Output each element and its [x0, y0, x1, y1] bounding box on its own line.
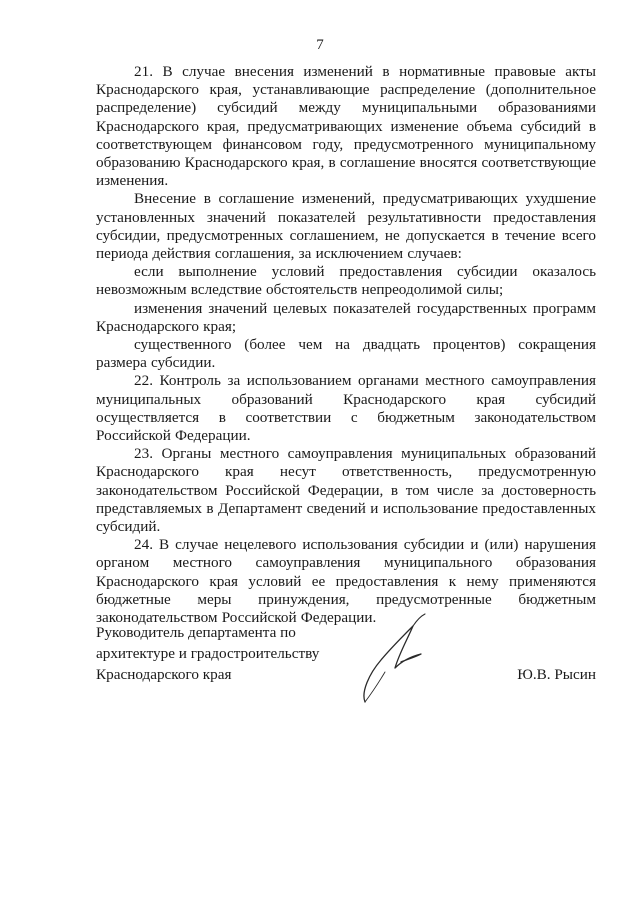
paragraph-23: 23. Органы местного самоуправления муниципальных образований Краснодарского края несут ответственность, предусмотренную законодательством Российской Федерации, в том числе за достоверность представляемых в Департамент сведений и использование предоставленных субсидий.: [96, 445, 596, 536]
exception-program-targets: изменения значений целевых показателей государственных программ Краснодарского края;: [96, 299, 596, 335]
signer-title-line: Руководитель департамента по: [96, 624, 296, 641]
signer-title-line: архитектуре и градостроительству: [96, 645, 320, 662]
page-number: 7: [316, 37, 324, 53]
paragraph-21: 21. В случае внесения изменений в нормативные правовые акты Краснодарского края, устанавливающие распределение (дополнительное распределение) субсидий между муниципальными образованиями Краснодарского края, предусматривающих изменение объема субсидий в соответствующем финансовом году, предусмотренного муниципальному образованию Краснодарского края, в соглашение вносятся соответствующие изменения.: [96, 63, 596, 190]
paragraph-22: 22. Контроль за использованием органами местного самоуправления муниципальных образований Краснодарского края субсидий осуществляется в соответствии с бюджетным законодательством Российской Федерации.: [96, 372, 596, 445]
signer-title: [96, 622, 356, 685]
paragraph-amendment-restriction: Внесение в соглашение изменений, предусматривающих ухудшение установленных значений показателей результативности предоставления субсидии, предусмотренных соглашением, не допускается в течение всего периода действия соглашения, за исключением случаев:: [96, 190, 596, 263]
signer-title-line: Краснодарского края: [96, 666, 232, 683]
exception-subsidy-reduction: существенного (более чем на двадцать процентов) сокращения размера субсидии.: [96, 336, 596, 372]
exception-force-majeure: если выполнение условий предоставления субсидии оказалось невозможным вследствие обстоятельств непреодолимой силы;: [96, 263, 596, 299]
handwritten-signature-icon: [351, 610, 461, 710]
signature-block: [96, 622, 596, 722]
signer-name: Ю.В. Рысин: [517, 666, 596, 683]
document-body: [96, 63, 596, 627]
paragraph-24: 24. В случае нецелевого использования субсидии и (или) нарушения органом местного самоуправления муниципального образования Краснодарского края условий ее предоставления к нему применяются бюджетные меры принуждения, предусмотренные бюджетным законодательством Российской Федерации.: [96, 536, 596, 627]
